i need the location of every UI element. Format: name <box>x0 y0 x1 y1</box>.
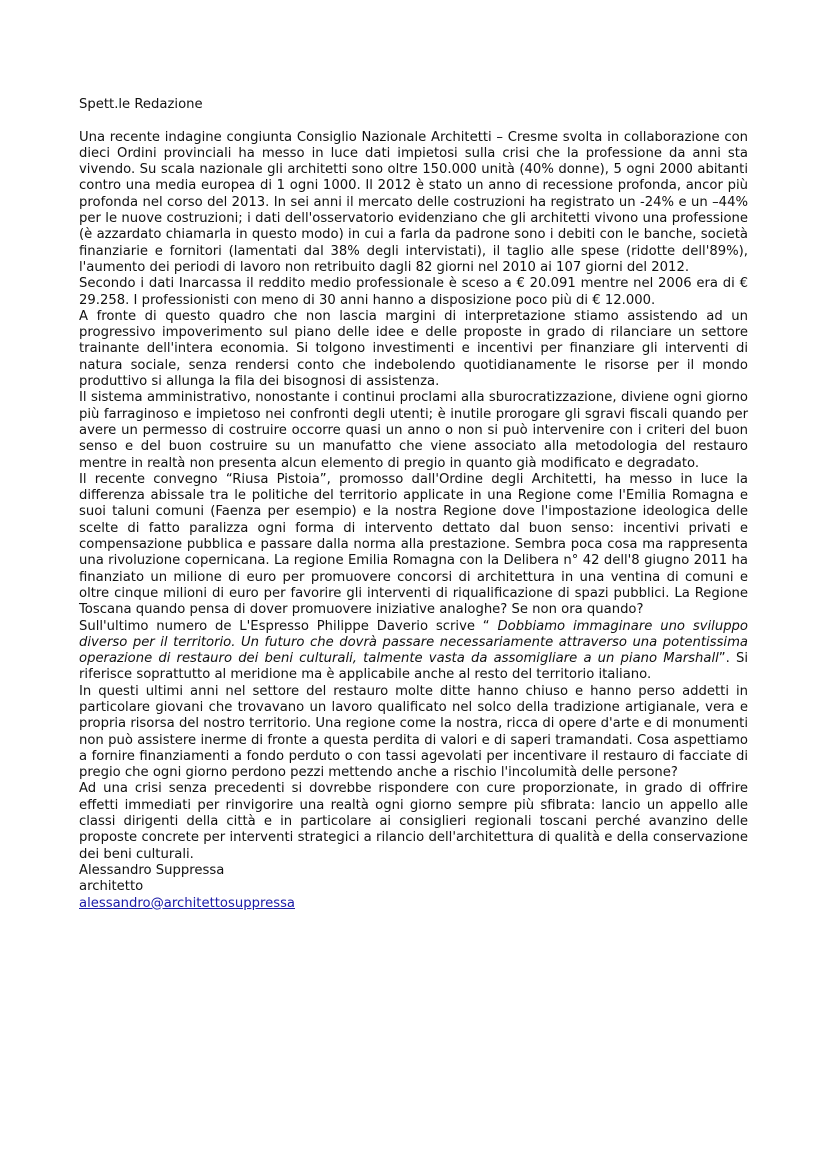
body-paragraph <box>79 276 748 309</box>
paragraph-text: Sull'ultimo numero de L'Espresso Philippe Daverio scrive “ <box>79 618 498 634</box>
signature-block <box>79 863 748 912</box>
signature-name: Alessandro Suppressa <box>79 862 225 878</box>
body-paragraph <box>79 130 748 277</box>
body-paragraph <box>79 390 748 471</box>
paragraph-text: Ad una crisi senza precedenti si dovrebbe rispondere con cure proporzionate, in grado di offrire effetti immediati per rinvigorire una realtà ogni giorno sempre più sfibrata: lancio un appello alle classi dirigenti della città e in particolare ai consiglieri regionali toscani perché avanzino delle proposte concrete per interventi strategici a rilancio dell'architettura di qualità e della conservazione dei beni culturali. <box>79 781 748 862</box>
salutation: Spett.le Redazione <box>79 97 203 112</box>
paragraph-text: ”. Si riferisce soprattutto al meridione ma è applicabile anche al resto del territorio italiano. <box>79 651 748 683</box>
paragraph-text: In questi ultimi anni nel settore del restauro molte ditte hanno chiuso e hanno perso addetti in particolare giovani che trovavano un lavoro qualificato nel solco della tradizione artigianale, vera e propria risorsa del nostro territorio. Una regione come la nostra, ricca di opere d'arte e di monumenti non può assistere inerme di fronte a questa perdita di valori e di saperi tramandati. Cosa aspettiamo a fornire finanziamenti a fondo perduto o con tassi agevolati per incentivare il restauro di facciate di pregio che ogni giorno perdono pezzi mettendo anche a rischio l'incolumità delle persone? <box>79 683 748 781</box>
body-paragraph <box>79 684 748 782</box>
body-paragraph <box>79 472 748 619</box>
letter-page <box>79 97 748 912</box>
letter-body <box>79 130 748 863</box>
paragraph-text: Una recente indagine congiunta Consiglio Nazionale Architetti – Cresme svolta in collaborazione con dieci Ordini provinciali ha messo in luce dati impietosi sulla crisi che la professione da anni sta vivendo. Su scala nazionale gli architetti sono oltre 150.000 unità (40% donne), 5 ogni 2000 abitanti contro una media europea di 1 ogni 1000. Il 2012 è stato un anno di recessione profonda, ancor più profonda nel corso del 2013. In sei anni il mercato delle costruzioni ha registrato un -24% e un –44% per le nuove costruzioni; i dati dell'osservatorio evidenziano che gli architetti vivono una professione (è azzardato chiamarla in questo modo) in cui a farla da padrone sono i debiti con le banche, società finanziarie e fornitori (lamentati dal 38% degli intervistati), il taglio alle spese (ridotte dell'89%), l'aumento dei periodi di lavoro non retribuito dagli 82 giorni nel 2010 ai 107 giorni del 2012. <box>79 129 748 275</box>
body-paragraph <box>79 619 748 684</box>
paragraph-text: Il sistema amministrativo, nonostante i continui proclami alla sburocratizzazione, diviene ogni giorno più farraginoso e impietoso nei confronti degli utenti; è inutile prorogare gli sgravi fiscali quando per avere un permesso di costruire occorre quasi un anno o non si può intervenire con i criteri del buon senso e del buon costruire su un manufatto che viene associato alla metodologia del restauro mentre in realtà non presenta alcun elemento di pregio in quanto già modificato e degradato. <box>79 390 748 471</box>
paragraph-text: Il recente convegno “Riusa Pistoia”, promosso dall'Ordine degli Architetti, ha messo in luce la differenza abissale tra le politiche del territorio applicate in una Regione come l'Emilia Romagna e suoi taluni comuni (Faenza per esempio) e la nostra Regione dove l'impostazione ideologica delle scelte di fatto paralizza ogni forma di intervento dettato dal buon senso: incentivi privati e compensazione pubblica e passare dalla norma alla prestazione. Sembra poca cosa ma rappresenta una rivoluzione copernicana. La regione Emilia Romagna con la Delibera n° 42 dell'8 giugno 2011 ha finanziato un milione di euro per promuovere concorsi di architettura in una ventina di comuni e oltre cinque milioni di euro per favorire gli interventi di riqualificazione di spazi pubblici. La Regione Toscana quando pensa di dover promuovere iniziative analoghe? Se non ora quando? <box>79 471 748 618</box>
body-paragraph <box>79 309 748 390</box>
body-paragraph <box>79 781 748 862</box>
signature-email-link[interactable]: alessandro@architettosuppressa <box>79 895 296 911</box>
signature-title: architetto <box>79 879 144 895</box>
paragraph-text: Secondo i dati Inarcassa il reddito medio professionale è sceso a € 20.091 mentre nel 2006 era di € 29.258. I professionisti con meno di 30 anni hanno a disposizione poco più di € 12.000. <box>79 276 748 308</box>
quote-text: Dobbiamo immaginare uno sviluppo diverso per il territorio. Un futuro che dovrà passare necessariamente attraverso una potentissima operazione di restauro dei beni culturali, talmente vasta da assomigliare a un piano Marshall <box>79 618 749 667</box>
paragraph-text: A fronte di questo quadro che non lascia margini di interpretazione stiamo assistendo ad un progressivo impoverimento sul piano delle idee e delle proposte in grado di rilanciare un settore trainante dell'intera economia. Si tolgono investimenti e incentivi per finanziare gli interventi di natura sociale, senza rendersi conto che indebolendo quotidianamente le risorse per il mondo produttivo si allunga la fila dei bisognosi di assistenza. <box>79 308 748 390</box>
